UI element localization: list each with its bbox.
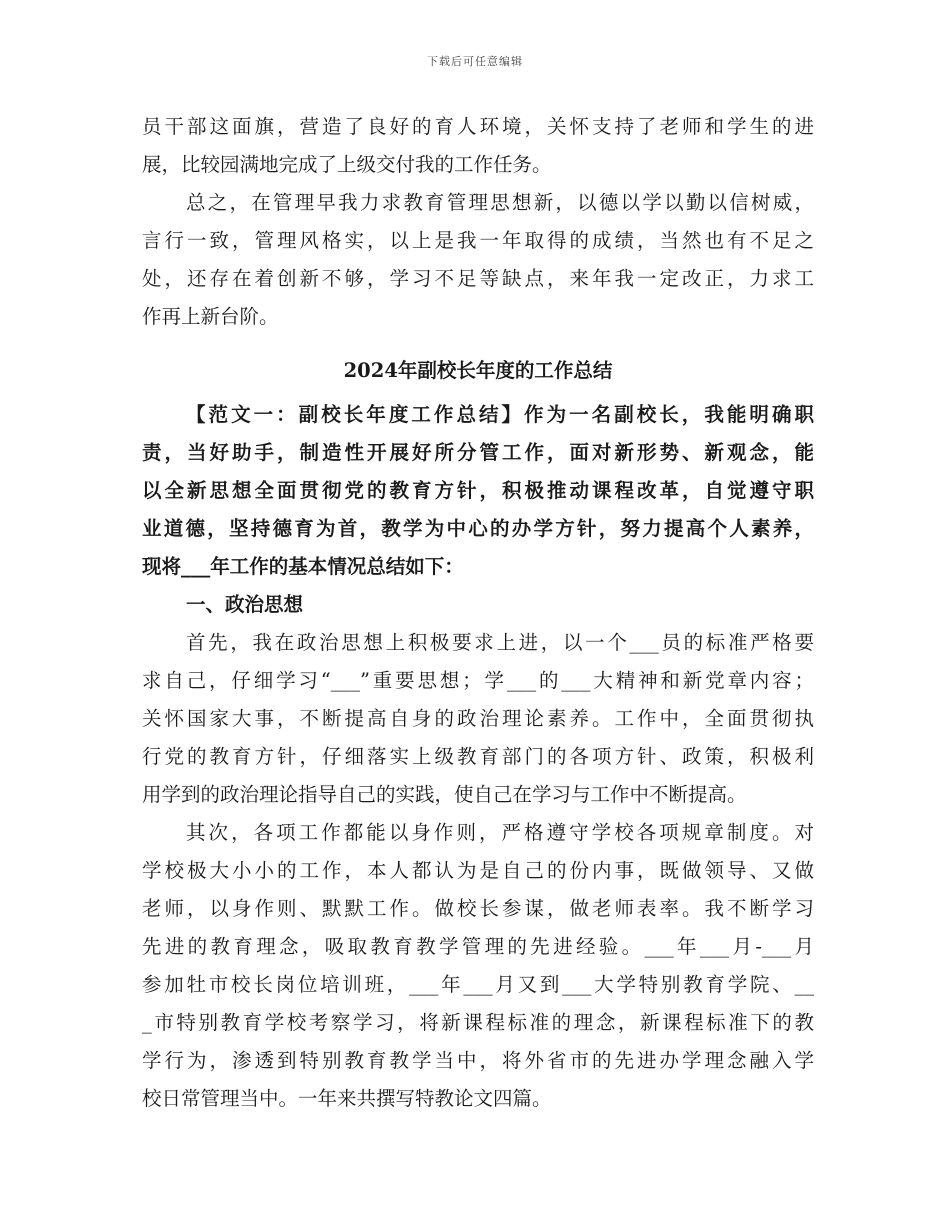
text-line: 首先，我在政治思想上积极要求上进，以一个___员的标准严格要: [186, 631, 814, 654]
text-line: 责，当好助手，制造性开展好所分管工作，面对新形势、新观念，能: [142, 441, 814, 464]
text-line: 参加牡市校长岗位培训班，___年___月又到___大学特别教育学院、__: [142, 973, 814, 996]
text-line: 处，还存在着创新不够，学习不足等缺点，来年我一定改正，力求工: [142, 267, 814, 290]
text-line: 员干部这面旗，营造了良好的育人环境，关怀支持了老师和学生的进: [142, 115, 814, 138]
paragraph-summary: [142, 184, 814, 336]
section-heading: 一、政治思想: [186, 593, 304, 616]
text-line: 行党的教育方针，仔细落实上级教育部门的各项方针、政策，积极利: [142, 745, 814, 768]
page-header-note: 下载后可任意编辑: [427, 55, 523, 68]
paragraph-intro: [142, 108, 814, 184]
text-line: 业道德，坚持德育为首，教学为中心的办学方针，努力提高个人素养，: [142, 517, 814, 540]
text-line: 总之，在管理早我力求教育管理思想新，以德以学以勤以信树威，: [186, 191, 814, 214]
text-line: 学行为，渗透到特别教育教学当中，将外省市的先进办学理念融入学: [142, 1049, 814, 1072]
text-line: 以全新思想全面贯彻党的教育方针，积极推动课程改革，自觉遵守职: [142, 479, 814, 502]
document-title: 2024年副校长年度的工作总结: [343, 359, 613, 382]
text-line: _市特别教育学校考察学习，将新课程标准的理念，新课程标准下的教: [142, 1011, 814, 1034]
text-line: 言行一致，管理风格实，以上是我一年取得的成绩，当然也有不足之: [142, 229, 814, 252]
text-line: 老师，以身作则、默默工作。做校长参谋，做老师表率。我不断学习: [142, 897, 814, 920]
text-line: 学校极大小小的工作，本人都认为是自己的份内事，既做领导、又做: [142, 859, 814, 882]
text-line: 用学到的政治理论指导自己的实践，使自己在学习与工作中不断提高。: [142, 783, 747, 806]
text-line: 校日常管理当中。一年来共撰写特教论文四篇。: [142, 1087, 552, 1110]
document-body: [142, 108, 814, 1118]
text-line: 作再上新台阶。: [142, 305, 279, 328]
text-line: 【范文一：副校长年度工作总结】作为一名副校长，我能明确职: [186, 403, 814, 426]
text-line: 先进的教育理念，吸取教育教学管理的先进经验。___年___月-___月: [142, 935, 814, 958]
text-line: 其次，各项工作都能以身作则，严格遵守学校各项规章制度。对: [186, 821, 814, 844]
text-line: 现将___年工作的基本情况总结如下：: [142, 555, 464, 578]
paragraph-second: [142, 814, 814, 1118]
paragraph-first: [142, 624, 814, 814]
text-line: 展，比较园满地完成了上级交付我的工作任务。: [142, 153, 552, 176]
text-line: 关怀国家大事，不断提高自身的政治理论素养。工作中，全面贯彻执: [142, 707, 814, 730]
paragraph-fanwen: [142, 396, 814, 624]
text-line: 求自己，仔细学习“___”重要思想；学___的___大精神和新党章内容；: [142, 669, 814, 692]
